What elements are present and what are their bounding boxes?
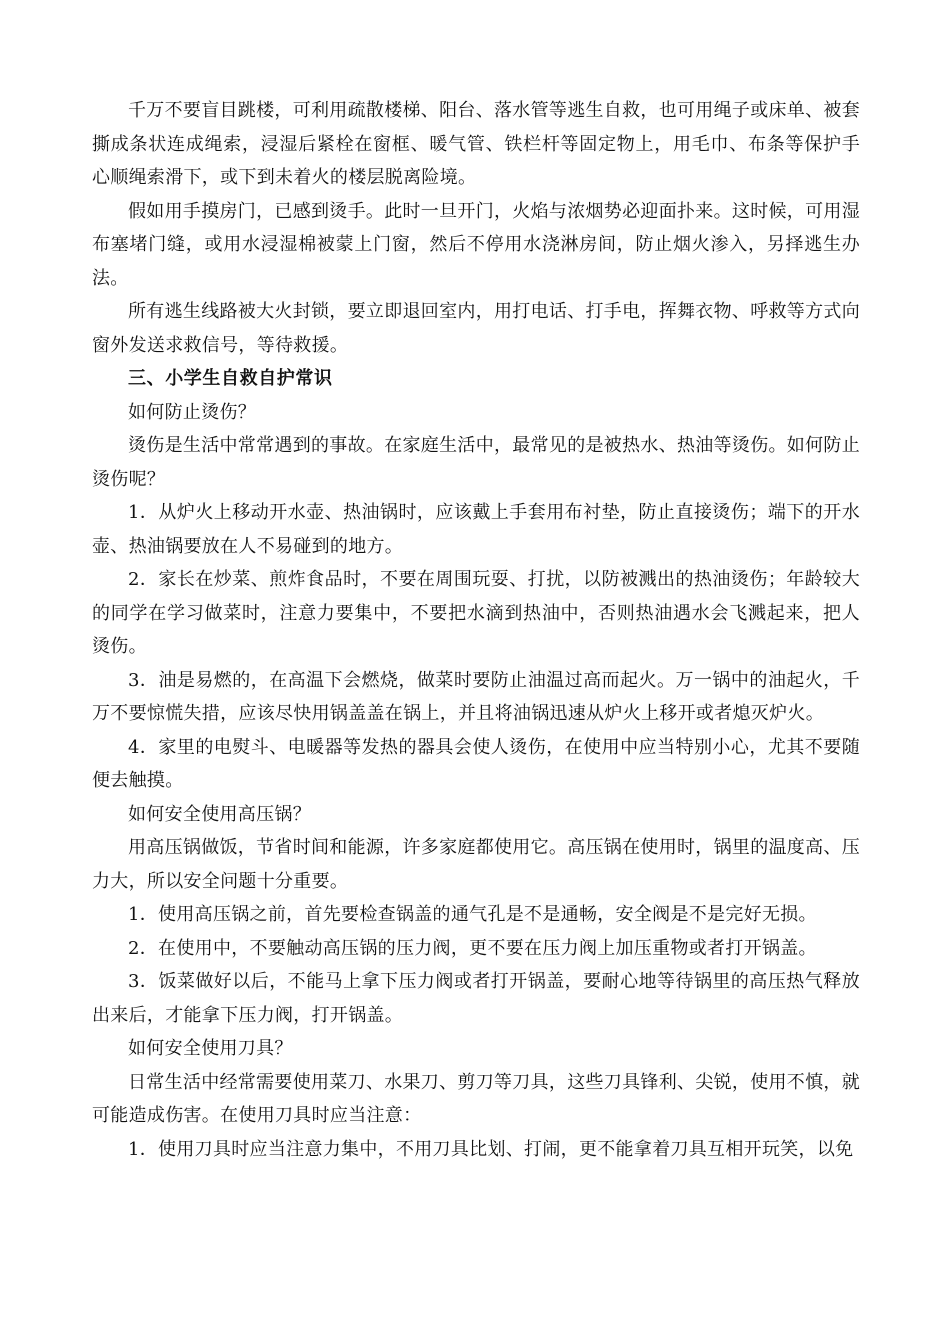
burn-item-1: 1．从炉火上移动开水壶、热油锅时，应该戴上手套用布衬垫，防止直接烫伤；端下的开水壶、热油锅要放在人不易碰到的地方。: [92, 502, 860, 557]
cooker-item-2: 2．在使用中，不要触动高压锅的压力阀，更不要在压力阀上加压重物或者打开锅盖。: [128, 937, 817, 959]
paragraph-signal-rescue: 所有逃生线路被大火封锁，要立即退回室内，用打电话、打手电，挥舞衣物、呼救等方式向窗外发送求救信号，等待救援。: [92, 301, 860, 356]
cooker-item-1: 1．使用高压锅之前，首先要检查锅盖的通气孔是不是通畅，安全阀是不是完好无损。: [128, 904, 817, 925]
burn-item-2: 2．家长在炒菜、煎炸食品时，不要在周围玩耍、打扰，以防被溅出的热油烫伤；年龄较大的同学在学习做菜时，注意力要集中，不要把水滴到热油中，否则热油遇水会飞溅起来，把人烫伤。: [92, 569, 860, 657]
section-heading: 三、小学生自救自护常识: [128, 368, 333, 389]
document-body: [92, 94, 860, 1166]
cooker-intro: 用高压锅做饭，节省时间和能源，许多家庭都使用它。高压锅在使用时，锅里的温度高、压力大，所以安全问题十分重要。: [92, 837, 860, 892]
knife-intro: 日常生活中经常需要使用菜刀、水果刀、剪刀等刀具，这些刀具锋利、尖锐，使用不慎，就可能造成伤害。在使用刀具时应当注意：: [92, 1071, 860, 1126]
paragraph-escape-rope: 千万不要盲目跳楼，可利用疏散楼梯、阳台、落水管等逃生自救，也可用绳子或床单、被套撕成条状连成绳索，浸湿后紧栓在窗框、暖气管、铁栏杆等固定物上，用毛巾、布条等保护手心顺绳索滑下，或下到未着火的楼层脱离险境。: [92, 100, 860, 188]
burn-title: 如何防止烫伤？: [128, 401, 257, 423]
cooker-title: 如何安全使用高压锅？: [128, 803, 311, 825]
knife-title: 如何安全使用刀具？: [128, 1038, 293, 1059]
knife-item-1: 1．使用刀具时应当注意力集中，不用刀具比划、打闹，更不能拿着刀具互相开玩笑，以免: [128, 1138, 854, 1160]
burn-intro: 烫伤是生活中常常遇到的事故。在家庭生活中，最常见的是被热水、热油等烫伤。如何防止烫伤呢？: [92, 435, 860, 490]
burn-item-4: 4．家里的电熨斗、电暖器等发热的器具会使人烫伤，在使用中应当特别小心，尤其不要随便去触摸。: [92, 736, 860, 791]
paragraph-hot-door: 假如用手摸房门，已感到烫手。此时一旦开门，火焰与浓烟势必迎面扑来。这时候，可用湿布塞堵门缝，或用水浸湿棉被蒙上门窗，然后不停用水浇淋房间，防止烟火渗入，另择逃生办法。: [92, 200, 860, 289]
burn-item-3: 3．油是易燃的，在高温下会燃烧，做菜时要防止油温过高而起火。万一锅中的油起火，千万不要惊慌失措，应该尽快用锅盖盖在锅上，并且将油锅迅速从炉火上移开或者熄灭炉火。: [92, 669, 860, 724]
cooker-item-3: 3．饭菜做好以后，不能马上拿下压力阀或者打开锅盖，要耐心地等待锅里的高压热气释放出来后，才能拿下压力阀，打开锅盖。: [92, 971, 860, 1026]
